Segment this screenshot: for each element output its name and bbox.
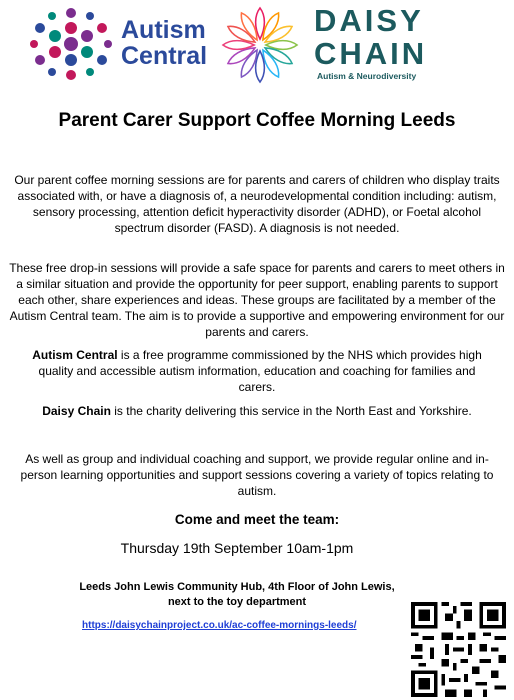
event-link[interactable]: https://daisychainproject.co.uk/ac-coffee-mornings-leeds/	[82, 620, 357, 631]
qr-code-icon	[411, 602, 506, 697]
daisy-flower-icon	[220, 6, 300, 84]
dropin-paragraph: These free drop-in sessions will provide a safe space for parents and carers to meet others in a similar situation and provide the opportunity for peer support, enabling parents to support each other, share experiences and ideas. These groups are facilitated by a member of the Autism Central team. The aim is to provide a supportive and empowering environment for our parents and carers.	[9, 261, 505, 339]
autism-central-description: is a free programme commissioned by the NHS which provides high quality and accessible autism information, education and coaching for families and carers.	[38, 348, 482, 394]
autism-central-logo-icon	[30, 8, 112, 80]
daisy-chain-line1: DAISY	[314, 3, 424, 38]
coaching-paragraph: As well as group and individual coaching and support, we provide regular online and in-person learning opportunities and support sessions covering a variety of topics relating to autism.	[20, 452, 494, 498]
daisy-chain-line2: CHAIN	[314, 36, 428, 71]
autism-central-name: Autism Central	[32, 348, 118, 362]
autism-central-line1: Autism	[121, 16, 206, 44]
header-logos	[0, 0, 514, 90]
event-heading: Come and meet the team:	[174, 512, 340, 527]
daisy-chain-description: is the charity delivering this service in the North East and Yorkshire.	[110, 404, 472, 418]
page-title: Parent Carer Support Coffee Morning Leeds	[58, 110, 456, 131]
venue-line1: Leeds John Lewis Community Hub, 4th Floor of John Lewis,	[79, 581, 395, 593]
venue-line2: next to the toy department	[167, 596, 307, 608]
autism-central-line2: Central	[121, 42, 208, 70]
event-date: Thursday 19th September 10am-1pm	[120, 540, 354, 556]
autism-central-paragraph	[20, 347, 494, 395]
event-venue	[20, 580, 454, 610]
daisy-chain-paragraph	[20, 403, 494, 419]
autism-central-wordmark	[121, 17, 207, 69]
daisy-chain-wordmark	[314, 4, 427, 70]
intro-paragraph: Our parent coffee morning sessions are for parents and carers of children who display traits associated with, or have a diagnosis of, a neurodevelopmental condition including: autism, sensory processing, attention deficit hyperactivity disorder (ADHD), or Foetal alcohol spectrum disorder (FASD). A diagnosis is not needed.	[14, 173, 500, 235]
daisy-chain-subtitle: Autism & Neurodiversity	[317, 71, 417, 81]
daisy-chain-name: Daisy Chain	[42, 404, 111, 418]
